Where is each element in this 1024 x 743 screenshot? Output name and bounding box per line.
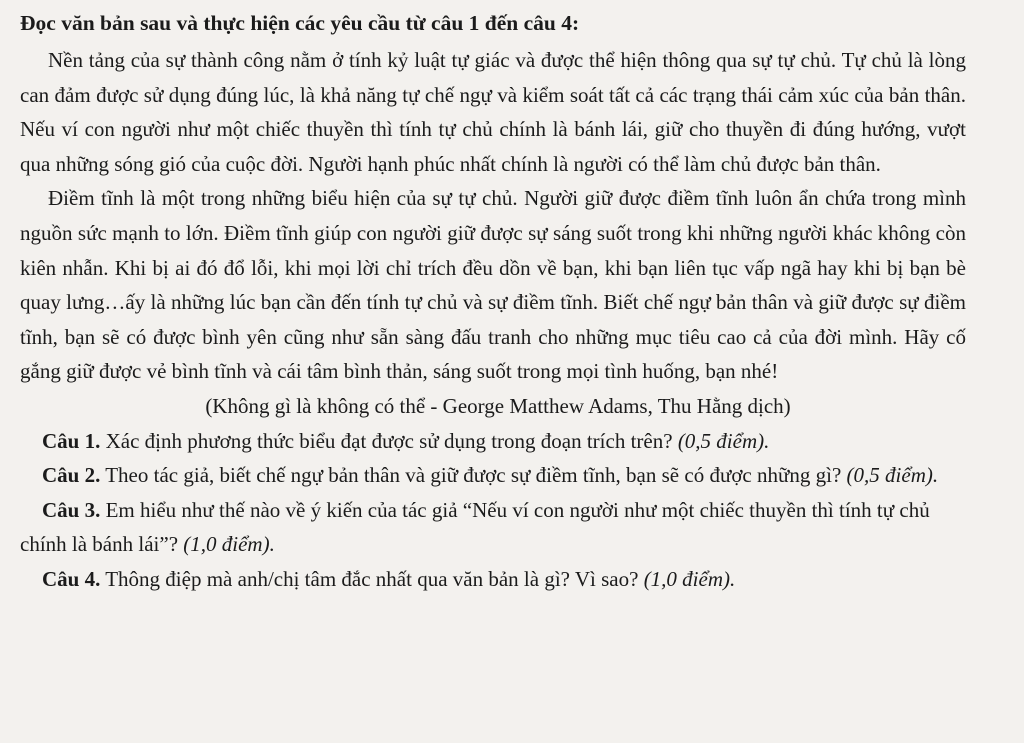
question-1 xyxy=(20,424,966,459)
question-3 xyxy=(20,493,966,562)
question-4-score: (1,0 điểm). xyxy=(643,566,736,591)
question-2 xyxy=(20,458,966,493)
question-4 xyxy=(20,562,966,597)
question-2-label: Câu 2. xyxy=(42,463,101,488)
passage-paragraph-1: Nền tảng của sự thành công nằm ở tính kỷ luật tự giác và được thể hiện thông qua sự tự chủ. Tự chủ là lòng can đảm được sử dụng đúng lúc, là khả năng tự chế ngự và kiểm soát tất cả các trạng thái cảm xúc của bản thân. Nếu ví con người như một chiếc thuyền thì tính tự chủ chính là bánh lái, giữ cho thuyền đi đúng hướng, vượt qua những sóng gió của cuộc đời. Người hạnh phúc nhất chính là người có thể làm chủ được bản thân. xyxy=(20,48,966,176)
question-3-score: (1,0 điểm). xyxy=(183,532,275,557)
question-4-text: Thông điệp mà anh/chị tâm đắc nhất qua văn bản là gì? Vì sao? xyxy=(100,566,644,591)
question-3-text: Em hiểu như thế nào về ý kiến của tác giả “Nếu ví con người như một chiếc thuyền thì tính tự chủ chính là bánh lái”? xyxy=(20,497,930,557)
passage-paragraph-2: Điềm tĩnh là một trong những biểu hiện của sự tự chủ. Người giữ được điềm tĩnh luôn ẩn chứa trong mình nguồn sức mạnh to lớn. Điềm tĩnh giúp con người giữ được sự sáng suốt trong khi những người khác không còn kiên nhẫn. Khi bị ai đó đổ lỗi, khi mọi lời chỉ trích đều dồn về bạn, khi bạn liên tục vấp ngã hay khi bị bạn bè quay lưng…ấy là những lúc bạn cần đến tính tự chủ và sự điềm tĩnh. Biết chế ngự bản thân và giữ được sự điềm tĩnh, bạn sẽ có được bình yên cũng như sẵn sàng đấu tranh cho những mục tiêu cao cả của đời mình. Hãy cố gắng giữ được vẻ bình tĩnh và cái tâm bình thản, sáng suốt trong mọi tình huống, bạn nhé! xyxy=(20,186,966,384)
question-4-label: Câu 4. xyxy=(42,566,101,591)
question-2-text: Theo tác giả, biết chế ngự bản thân và giữ được sự điềm tĩnh, bạn sẽ có được những gì? xyxy=(100,463,847,488)
passage-source: (Không gì là không có thể - George Matthew Adams, Thu Hằng dịch) xyxy=(205,393,791,418)
question-3-label: Câu 3. xyxy=(42,497,101,522)
question-1-score: (0,5 điểm). xyxy=(677,428,770,453)
question-2-score: (0,5 điểm). xyxy=(846,463,939,488)
question-1-label: Câu 1. xyxy=(42,428,101,453)
instruction-heading: Đọc văn bản sau và thực hiện các yêu cầu từ câu 1 đến câu 4: xyxy=(20,11,580,35)
question-1-text: Xác định phương thức biểu đạt được sử dụng trong đoạn trích trên? xyxy=(100,428,678,453)
